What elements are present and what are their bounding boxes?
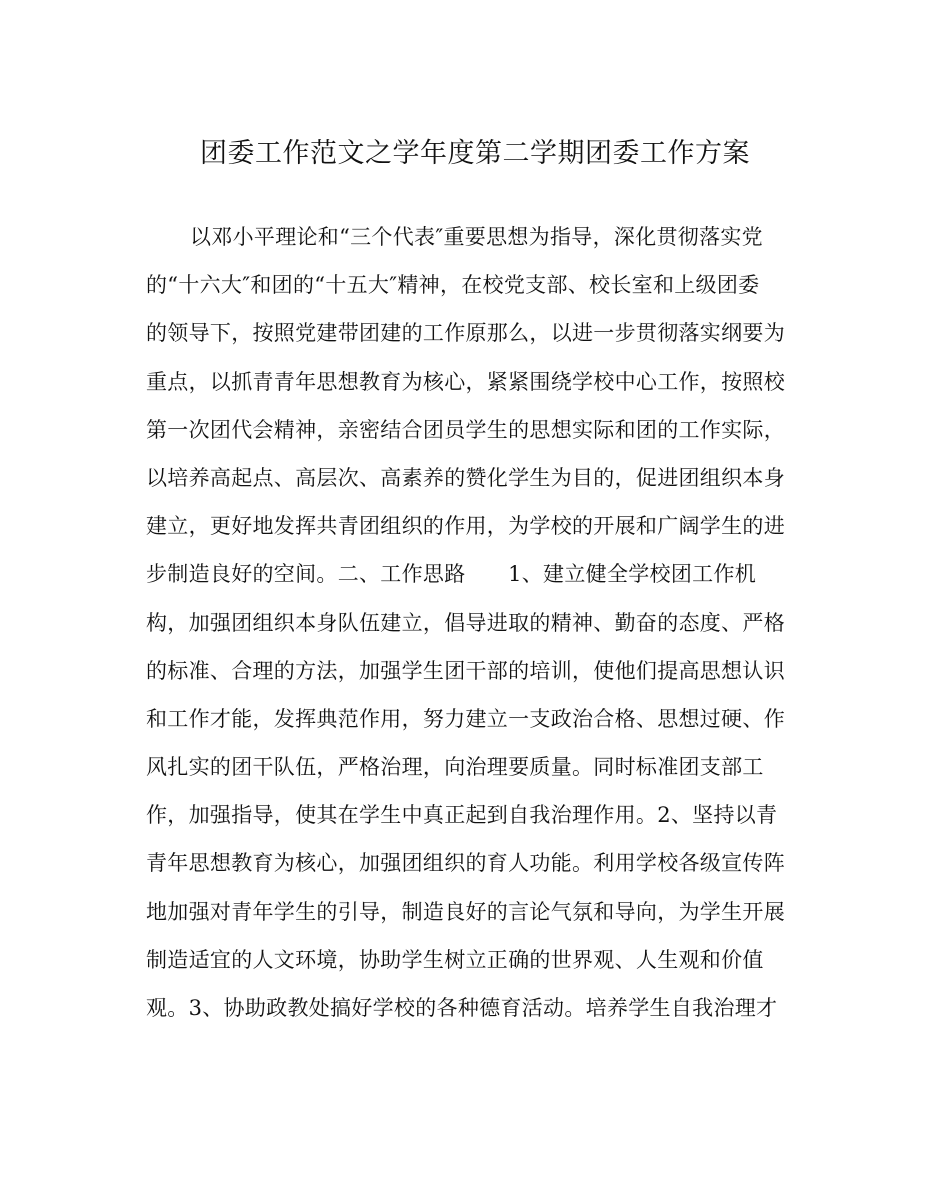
body-line: 以邓小平理论和“三个代表″重要思想为指导，深化贯彻落实党 (190, 225, 763, 249)
body-line: 第一次团代会精神，亲密结合团员学生的思想实际和团的工作实际， (146, 417, 785, 442)
body-line: 观。3、协助政教处搞好学校的各种德育活动。培养学生自我治理才 (146, 996, 778, 1020)
body-line: 重点，以抓青青年思想教育为核心，紧紧围绕学校中心工作，按照校 (146, 369, 785, 394)
body-line: 以培养高起点、高层次、高素养的赞化学生为目的，促进团组织本身 (146, 465, 785, 490)
body-line: 的“十六大″和团的“十五大″精神，在校党支部、校长室和上级团委 (146, 273, 760, 298)
body-line: 构，加强团组织本身队伍建立，倡导进取的精神、勤奋的态度、严格 (146, 610, 785, 635)
body-line: 步制造良好的空间。二、工作思路 1、建立健全学校团工作机 (146, 562, 757, 587)
document-title: 团委工作范文之学年度第二学期团委工作方案 (200, 138, 750, 169)
body-line: 的领导下，按照党建带团建的工作原那么，以进一步贯彻落实纲要为 (146, 321, 785, 346)
body-line: 地加强对青年学生的引导，制造良好的言论气氛和导向，为学生开展 (146, 899, 785, 924)
body-line: 的标准、合理的方法，加强学生团干部的培训，使他们提高思想认识 (146, 658, 785, 683)
body-line: 和工作才能，发挥典范作用，努力建立一支政治合格、思想过硬、作 (146, 706, 785, 731)
body-line: 建立，更好地发挥共青团组织的作用，为学校的开展和广阔学生的进 (146, 514, 785, 539)
body-line: 风扎实的团干队伍，严格治理，向治理要质量。同时标准团支部工 (146, 755, 764, 780)
document-body (146, 222, 806, 1041)
body-line: 青年思想教育为核心，加强团组织的育人功能。利用学校各级宣传阵 (146, 851, 785, 876)
body-line: 制造适宜的人文环境，协助学生树立正确的世界观、人生观和价值 (146, 947, 764, 972)
body-line: 作，加强指导，使其在学生中真正起到自我治理作用。2、坚持以青 (146, 803, 778, 828)
